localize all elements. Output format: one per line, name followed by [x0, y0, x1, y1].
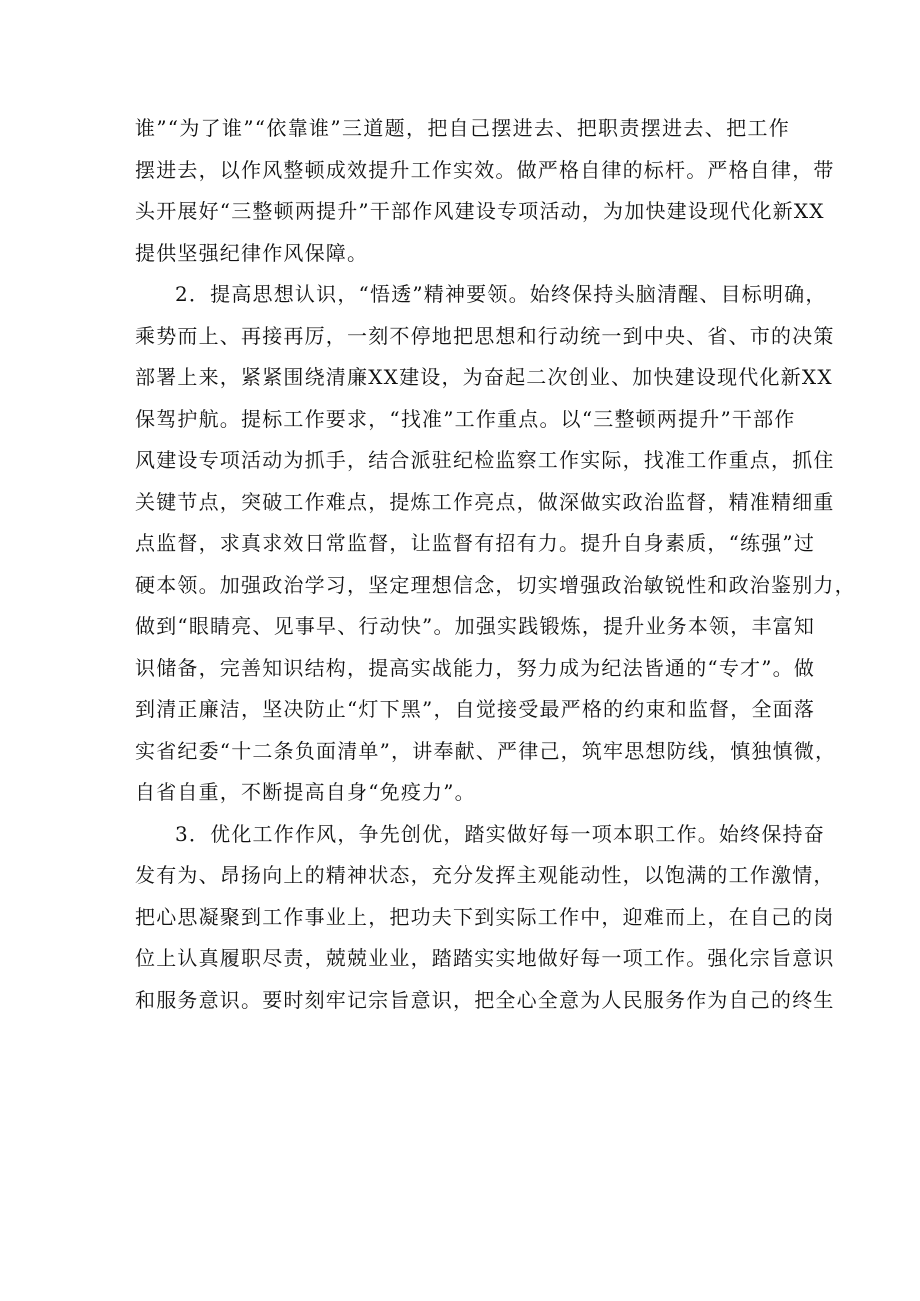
text-line: 实省纪委“十二条负面清单”，讲奉献、严律己，筑牢思想防线，慎独慎微， — [135, 738, 837, 763]
text-line: 硬本领。加强政治学习，坚定理想信念，切实增强政治敏锐性和政治鉴别力， — [135, 572, 856, 597]
text-line: 把心思凝聚到工作事业上，把功夫下到实际工作中，迎难而上，在自己的岗 — [135, 904, 835, 929]
paragraph-item-3 — [135, 814, 835, 1022]
paragraph-item-2 — [135, 274, 856, 814]
text-line: 发有为、昂扬向上的精神状态，充分发挥主观能动性，以饱满的工作激情， — [135, 863, 835, 887]
text-line: 做到“眼睛亮、见事早、行动快”。加强实践锻炼，提升业务本领，丰富知 — [135, 614, 816, 638]
text-line: 点监督，求真求效日常监督，让监督有招有力。提升自身素质，“练强”过 — [135, 531, 816, 555]
text-line: 头开展好“三整顿两提升”干部作风建设专项活动，为加快建设现代化新XX — [135, 199, 825, 223]
text-line: 位上认真履职尽责，兢兢业业，踏踏实实地做好每一项工作。强化宗旨意识 — [135, 946, 835, 970]
text-line: 到清正廉洁，坚决防止“灯下黑”，自觉接受最严格的约束和监督，全面落 — [135, 697, 816, 721]
text-line: 2．提高思想认识，“悟透”精神要领。始终保持头脑清醒、目标明确， — [175, 282, 827, 306]
text-line: 风建设专项活动为抓手，结合派驻纪检监察工作实际，找准工作重点，抓住 — [135, 448, 835, 472]
paragraph-continued — [135, 108, 835, 274]
text-line: 识储备，完善知识结构，提高实战能力，努力成为纪法皆通的“专才”。做 — [135, 655, 816, 680]
text-line: 3．优化工作作风，争先创优，踏实做好每一项本职工作。始终保持奋 — [175, 821, 825, 846]
text-line: 谁”“为了谁”“依靠谁”三道题，把自己摆进去、把职责摆进去、把工作 — [135, 116, 790, 140]
text-line: 关键节点，突破工作难点，提炼工作亮点，做深做实政治监督，精准精细重 — [135, 489, 835, 514]
text-line: 和服务意识。要时刻牢记宗旨意识，把全心全意为人民服务作为自己的终生 — [135, 987, 835, 1012]
text-line: 摆进去，以作风整顿成效提升工作实效。做严格自律的标杆。严格自律，带 — [135, 157, 835, 182]
text-line: 乘势而上、再接再厉，一刻不停地把思想和行动统一到中央、省、市的决策 — [135, 323, 835, 348]
document-page — [135, 108, 856, 1021]
text-line: 自省自重，不断提高自身“免疫力”。 — [135, 780, 476, 804]
text-line: 提供坚强纪律作风保障。 — [135, 240, 369, 265]
text-line: 保驾护航。提标工作要求，“找准”工作重点。以“三整顿两提升”干部作 — [135, 406, 796, 431]
text-line: 部署上来，紧紧围绕清廉XX建设，为奋起二次创业、加快建设现代化新XX — [135, 365, 833, 389]
